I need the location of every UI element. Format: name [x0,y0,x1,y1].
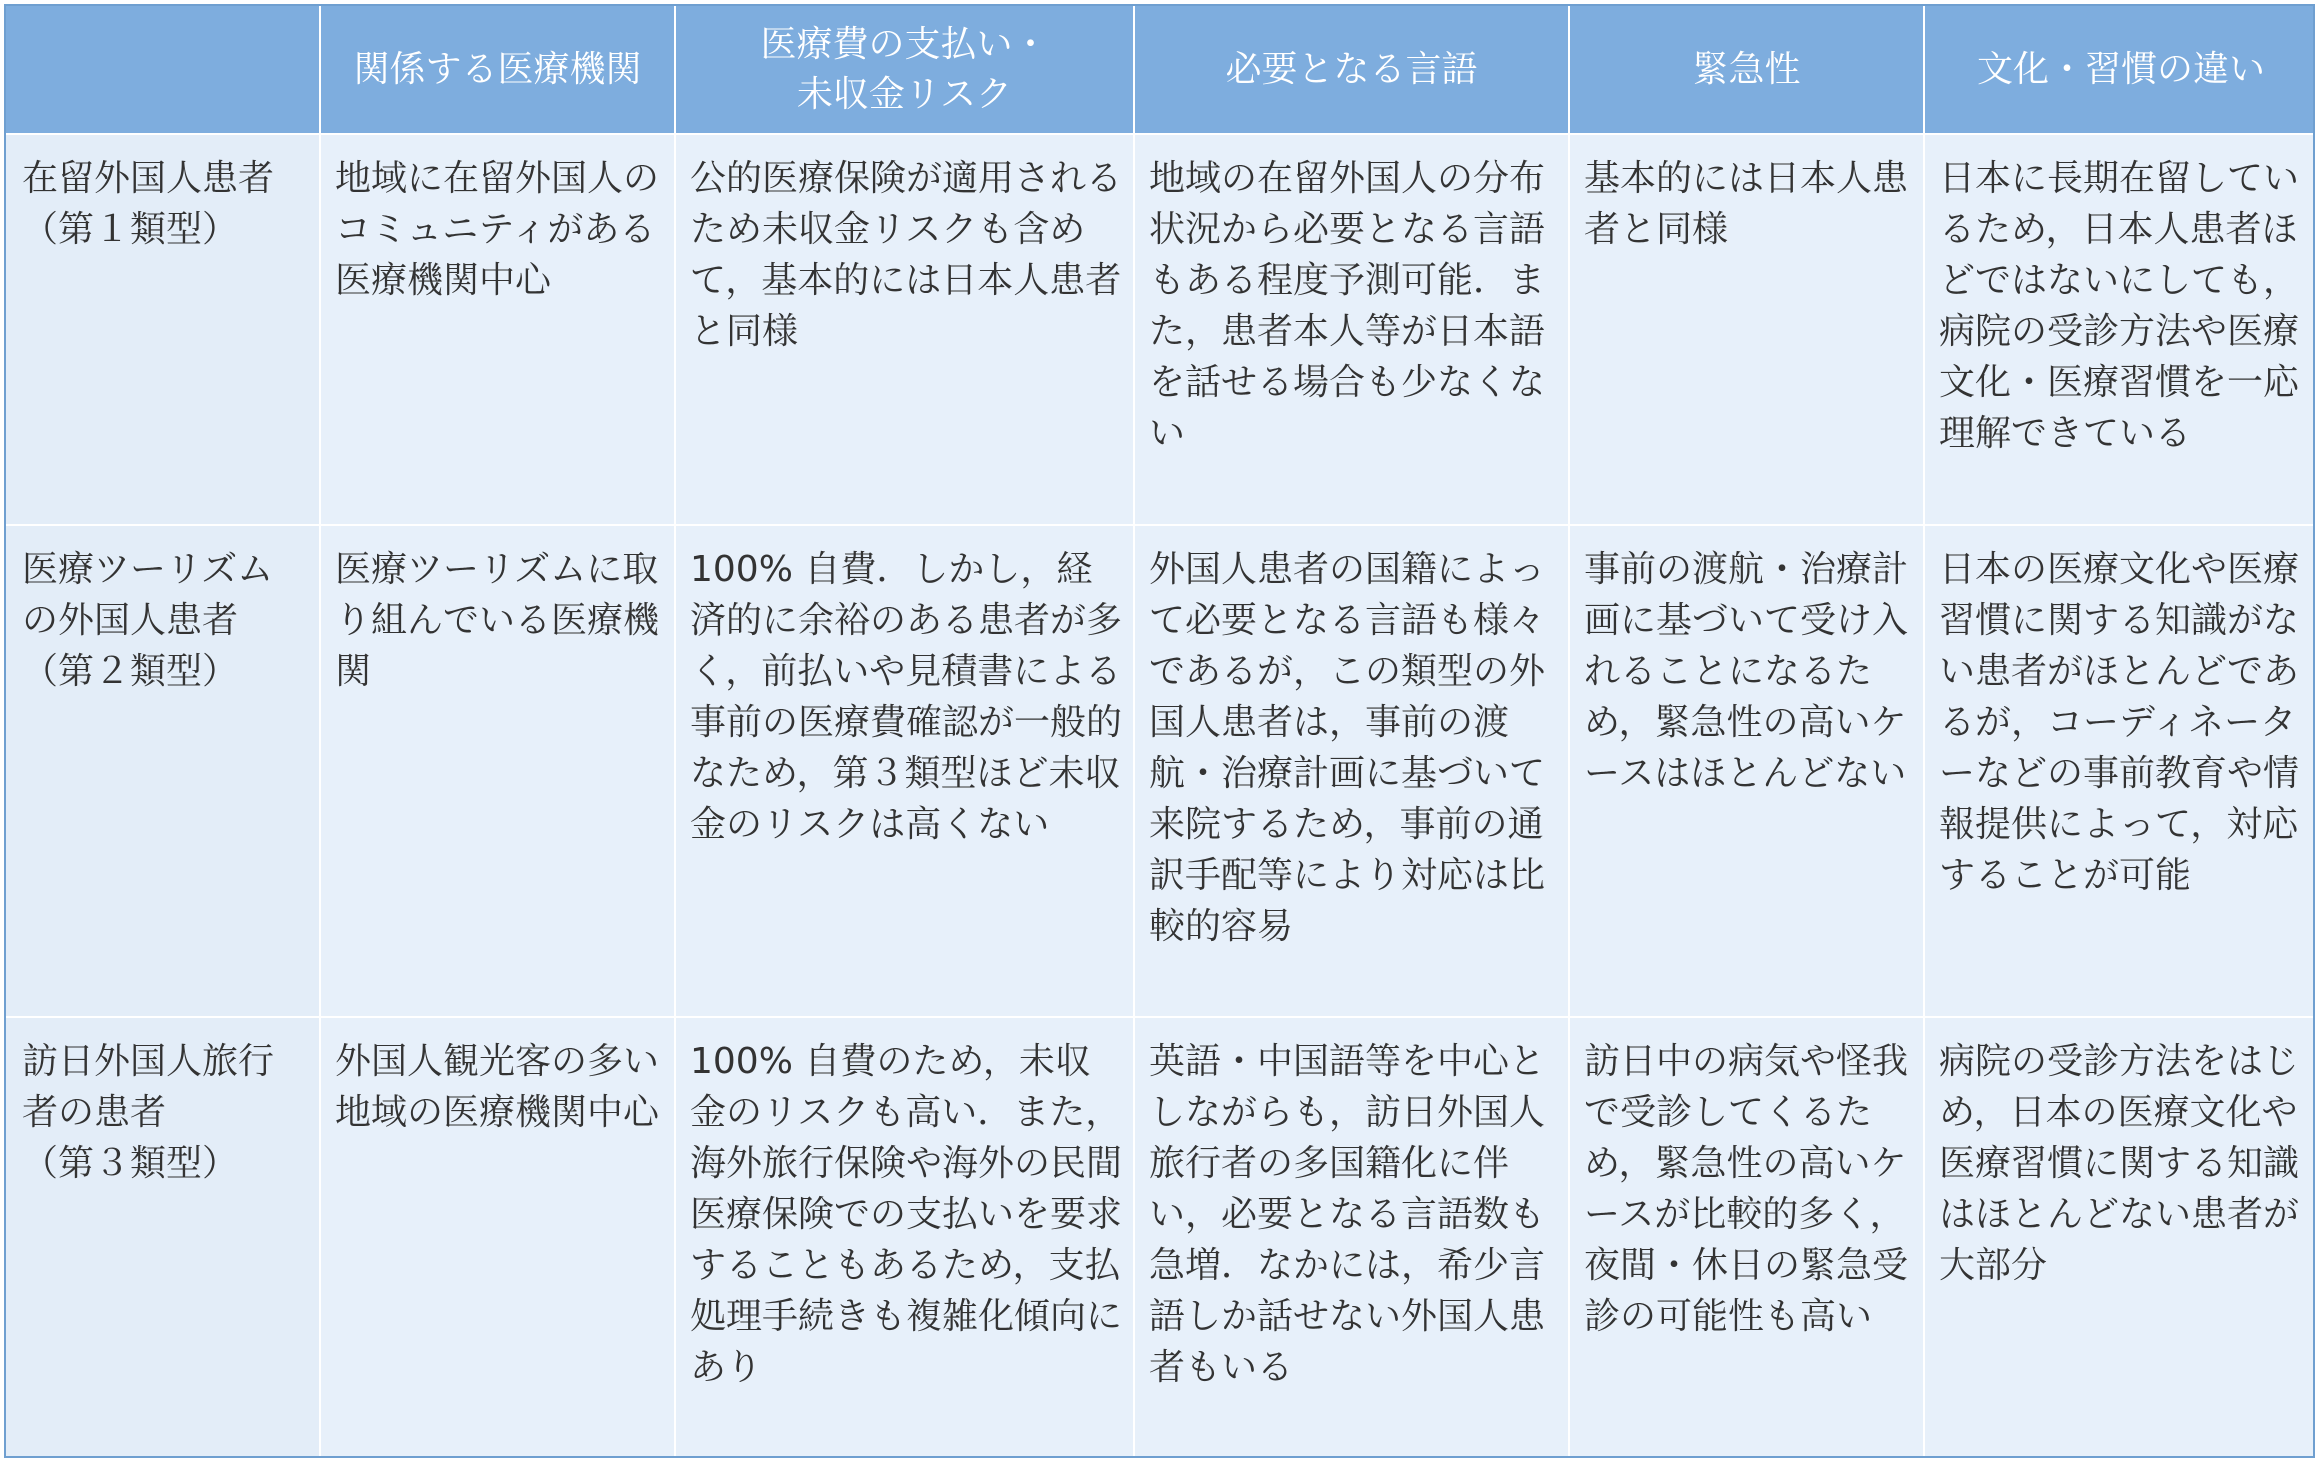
cell-institution: 外国人観光客の多い地域の医療機関中心 [320,1017,675,1458]
row-type-label: 訪日外国人旅行者の患者 （第３類型） [6,1017,320,1458]
header-payment: 医療費の支払い・ 未収金リスク [675,6,1134,134]
header-urgency: 緊急性 [1569,6,1924,134]
row-type-label: 医療ツーリズムの外国人患者 （第２類型） [6,525,320,1017]
header-institution: 関係する医療機関 [320,6,675,134]
cell-urgency: 訪日中の病気や怪我で受診してくるため，緊急性の高いケースが比較的多く，夜間・休日の緊急受診の可能性も高い [1569,1017,1924,1458]
table-row [6,1017,2315,1458]
cell-culture: 日本に長期在留しているため，日本人患者ほどではないにしても，病院の受診方法や医療文化・医療習慣を一応理解できている [1924,134,2315,525]
header-culture: 文化・習慣の違い [1924,6,2315,134]
cell-culture: 病院の受診方法をはじめ，日本の医療文化や医療習慣に関する知識はほとんどない患者が大部分 [1924,1017,2315,1458]
table-row [6,525,2315,1017]
cell-language: 地域の在留外国人の分布状況から必要となる言語もある程度予測可能．また，患者本人等が日本語を話せる場合も少なくない [1134,134,1569,525]
cell-language: 外国人患者の国籍によって必要となる言語も様々であるが，この類型の外国人患者は，事前の渡航・治療計画に基づいて来院するため，事前の通訳手配等により対応は比較的容易 [1134,525,1569,1017]
cell-institution: 医療ツーリズムに取り組んでいる医療機関 [320,525,675,1017]
cell-urgency: 基本的には日本人患者と同様 [1569,134,1924,525]
comparison-table-frame [4,4,2315,1458]
cell-payment: 100% 自費のため，未収金のリスクも高い．また，海外旅行保険や海外の民間医療保険での支払いを要求することもあるため，支払処理手続きも複雑化傾向にあり [675,1017,1134,1458]
cell-institution: 地域に在留外国人のコミュニティがある医療機関中心 [320,134,675,525]
cell-culture: 日本の医療文化や医療習慣に関する知識がない患者がほとんどであるが，コーディネーターなどの事前教育や情報提供によって，対応することが可能 [1924,525,2315,1017]
cell-payment: 100% 自費．しかし，経済的に余裕のある患者が多く，前払いや見積書による事前の医療費確認が一般的なため，第３類型ほど未収金のリスクは高くない [675,525,1134,1017]
table-header-row [6,6,2315,134]
foreign-patient-comparison-table [6,6,2315,1458]
cell-language: 英語・中国語等を中心としながらも，訪日外国人旅行者の多国籍化に伴い，必要となる言語数も急増．なかには，希少言語しか話せない外国人患者もいる [1134,1017,1569,1458]
row-type-label: 在留外国人患者 （第１類型） [6,134,320,525]
header-language: 必要となる言語 [1134,6,1569,134]
cell-urgency: 事前の渡航・治療計画に基づいて受け入れることになるため，緊急性の高いケースはほとんどない [1569,525,1924,1017]
table-row [6,134,2315,525]
header-corner [6,6,320,134]
cell-payment: 公的医療保険が適用されるため未収金リスクも含めて，基本的には日本人患者と同様 [675,134,1134,525]
